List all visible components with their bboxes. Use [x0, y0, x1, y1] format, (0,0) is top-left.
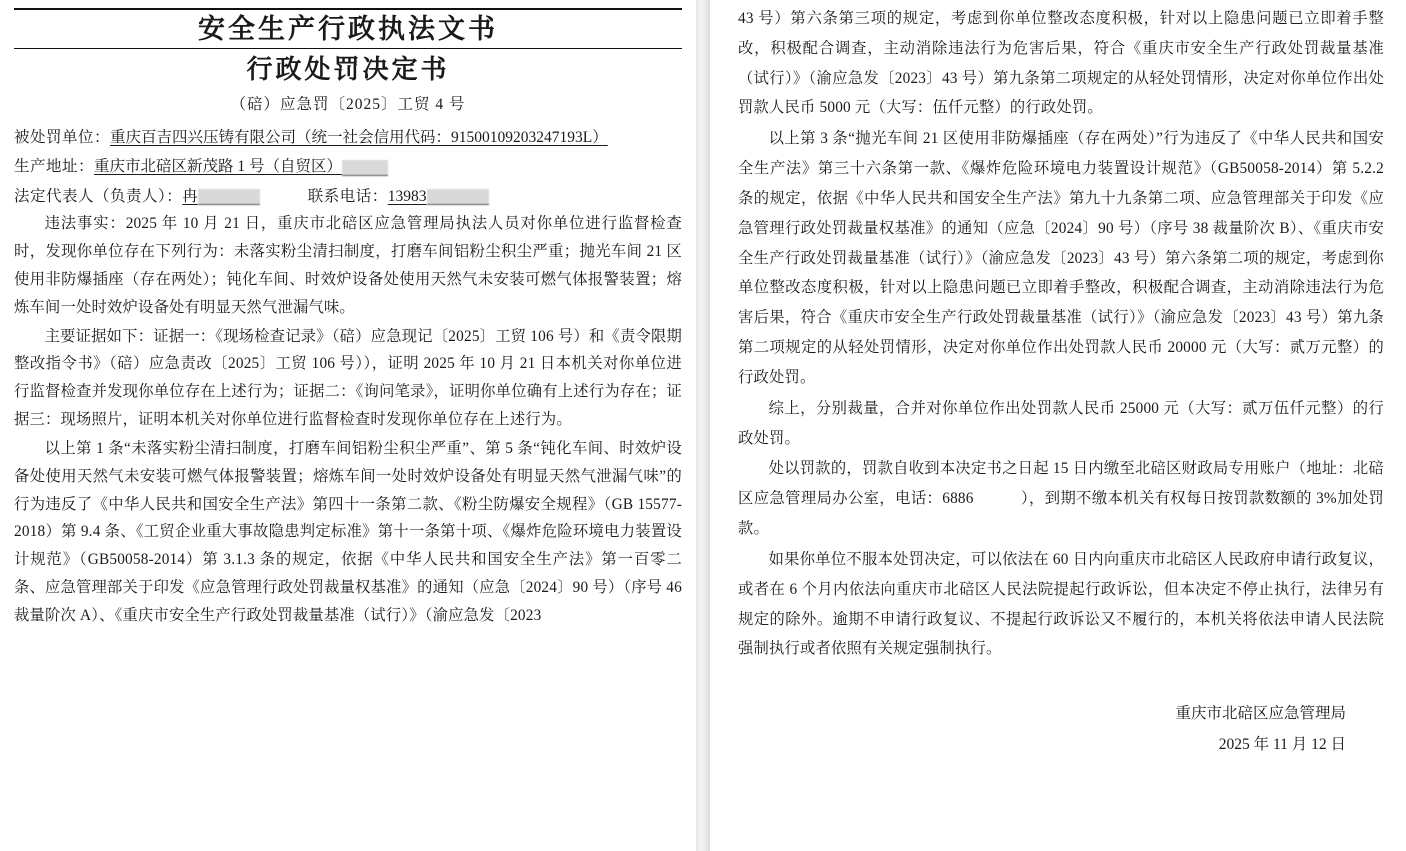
production-address-label: 生产地址： [14, 158, 95, 176]
redaction-legal-rep [198, 189, 260, 205]
punished-unit-label: 被处罚单位： [14, 128, 111, 146]
right-page [710, 0, 1406, 851]
field-production-address [14, 153, 682, 181]
field-legal-rep [14, 183, 260, 211]
page-gutter [696, 0, 710, 851]
punished-unit-value: 重庆百吉四兴压铸有限公司（统一社会信用代码：91500109203247193L） [110, 128, 608, 146]
title-rule-bottom [14, 48, 682, 49]
document-subtitle: 行政处罚决定书 [246, 54, 450, 84]
document-number: （碚）应急罚〔2025〕工贸 4 号 [230, 95, 466, 113]
field-punished-unit [14, 124, 682, 152]
legal-rep-label: 法定代表人（负责人）： [14, 187, 183, 205]
paragraph-payment-instructions: 处以罚款的，罚款自收到本决定书之日起 15 日内缴至北碚区财政局专用账户（地址：北碚区应急管理局办公室，电话：6886 ），到期不缴本机关有权每日按罚款数额的 3%加处罚款。 [738, 460, 1384, 538]
paragraph-appeal-rights: 如果你单位不服本处罚决定，可以依法在 60 日内向重庆市北碚区人民政府申请行政复议，或者在 6 个月内依法向重庆市北碚区人民法院提起行政诉讼，但本决定不停止执行，法律另有规定的除外。逾期不申请行政复议、不提起行政诉讼又不履行的，本机关将依法申请人民法院强制执行或者依照有关规定强制执行。 [738, 550, 1384, 658]
title-rule-top [14, 8, 682, 10]
left-page [0, 0, 696, 851]
redaction-phone [427, 189, 489, 205]
paragraph-evidence: 主要证据如下：证据一：《现场检查记录》（碚）应急现记〔2025〕工贸 106 号）和《责令限期整改指令书》（碚）应急责改〔2025〕工贸 106 号）），证明 2025 年 10 月 21 日本机关对你单位进行监督检查并发现你单位存在上述行为；证据二：《询问笔录》，证明你单位确有上述行为存在；证据三：现场照片，证明本机关对你单位进行监督检查时发现你单位存在上述行为。 [14, 327, 682, 429]
field-phone [308, 183, 489, 211]
redaction-address [342, 160, 388, 176]
issue-date: 2025 年 11 月 12 日 [1218, 736, 1346, 754]
signature-block [738, 698, 1384, 760]
paragraph-legal-basis-1: 以上第 1 条“未落实粉尘清扫制度，打磨车间铝粉尘积尘严重”、第 5 条“钝化车间、时效炉设备处使用天然气未安装可燃气体报警装置；熔炼车间一处时效炉设备处有明显天然气泄漏气味”的行为违反了《中华人民共和国安全生产法》第四十一条第二款、《粉尘防爆安全规程》（GB 15577-2018）第 9.4 条、《工贸企业重大事故隐患判定标准》第十一条第十项、《爆炸危险环境电力装置设计规范》（GB50058-2014）第 3.1.3 条的规定，依据《中华人民共和国安全生产法》第一百零二条、应急管理部关于印发《应急管理行政处罚裁量权基准》的通知（应急〔2024〕90 号）（序号 46 裁量阶次 A）、《重庆市安全生产行政处罚裁量基准（试行）》（渝应急发〔2023 [14, 439, 682, 624]
paragraph-penalty-2: 以上第 3 条“抛光车间 21 区使用非防爆插座（存在两处）”行为违反了《中华人民共和国安全生产法》第三十六条第一款、《爆炸危险环境电力装置设计规范》（GB50058-2014）第 5.2.2 条的规定，依据《中华人民共和国安全生产法》第九十九条第二项、应急管理部关于印发《应急管理行政处罚裁量权基准》的通知（应急〔2024〕90 号）（序号 38 裁量阶次 B）、《重庆市安全生产行政处罚裁量基准（试行）》（渝应急发〔2023〕43 号）第六条第二项的规定，考虑到你单位整改态度积极，针对以上隐患问题已立即着手整改，积极配合调查，主动消除违法行为危害后果，符合《重庆市安全生产行政处罚裁量基准（试行）》（渝应急发〔2023〕43 号）第九条第二项规定的从轻处罚情形，决定对你单位作出处罚款人民币 20000 元（大写：贰万元整）的行政处罚。 [738, 130, 1384, 386]
legal-rep-value: 冉 [182, 187, 198, 205]
paragraph-violation-facts: 违法事实：2025 年 10 月 21 日，重庆市北碚区应急管理局执法人员对你单位进行监督检查时，发现你单位存在下列行为：未落实粉尘清扫制度，打磨车间铝粉尘积尘严重；抛光车间 21 区使用非防爆插座（存在两处）；钝化车间、时效炉设备处使用天然气未安装可燃气体报警装置；熔炼车间一处时效炉设备处有明显天然气泄漏气味。 [14, 215, 682, 316]
document-title: 安全生产行政执法文书 [198, 14, 498, 44]
field-row-rep-phone [14, 183, 682, 211]
phone-value: 13983 [387, 187, 427, 205]
phone-label: 联系电话： [307, 187, 388, 205]
paragraph-penalty-1: 43 号）第六条第三项的规定，考虑到你单位整改态度积极，针对以上隐患问题已立即着手整改，积极配合调查，主动消除违法行为危害后果，符合《重庆市安全生产行政处罚裁量基准（试行）》（渝应急发〔2023〕43 号）第九条第二项规定的从轻处罚情形，决定对你单位作出处罚款人民币 5000 元（大写：伍仟元整）的行政处罚。 [738, 10, 1384, 117]
issuing-authority: 重庆市北碚区应急管理局 [1175, 705, 1346, 723]
production-address-value: 重庆市北碚区新茂路 1 号（自贸区） [94, 158, 343, 176]
paragraph-penalty-total: 综上，分别裁量，合并对你单位作出处罚款人民币 25000 元（大写：贰万伍仟元整）的行政处罚。 [738, 399, 1384, 447]
